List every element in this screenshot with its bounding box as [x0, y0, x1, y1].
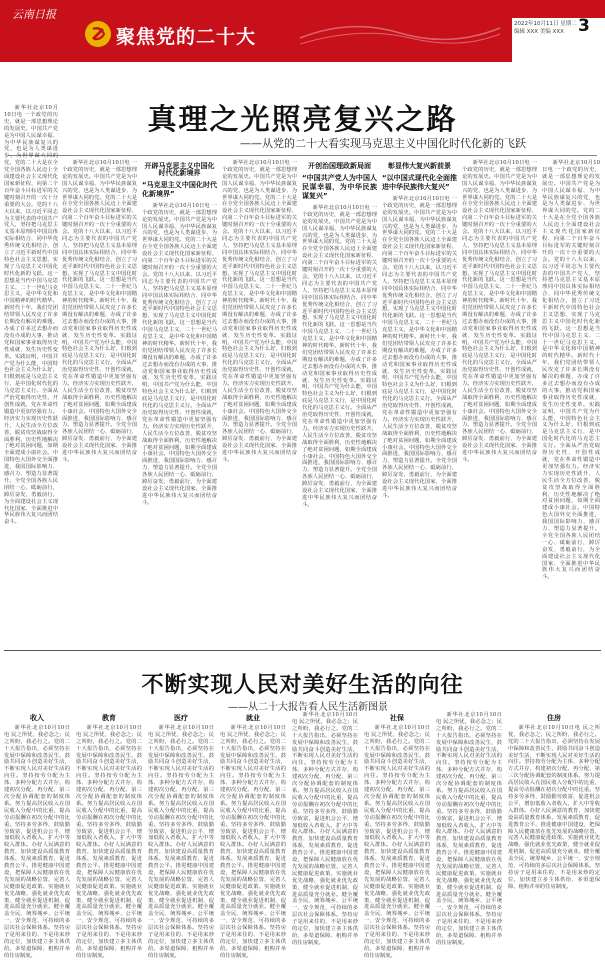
article2-subheading-b: 教育 — [102, 714, 116, 722]
section-title: 聚焦党的二十大 — [116, 26, 257, 48]
article2-subheading-f: 住房 — [547, 714, 561, 722]
party-emblem-icon — [84, 20, 112, 48]
article1-subheading-c: 彰显伟大复兴新前景 — [388, 162, 451, 170]
article2-headline: 不断实现人民对美好生活的向往 — [141, 673, 464, 698]
page-number: 3 — [578, 16, 590, 36]
article2-column-7: 新华社北京10月10日电 民之所忧，我必念之；民之所盼，我必行之。党的二十大报告指出，必须坚持在发展中保障和改善民生，鼓励共同奋斗创造美好生活，不断实现人民对美好生活的向往。坚持按劳分配为主体、多种分配方式并存，构建初次分配、再分配、第三次分配协调配套的制度体系。努力提高居民收入在国民收入分配中的比重，提高劳动报酬在初次分配中的比重。坚持多劳多得，鼓励勤劳致富，促进机会公平，增加低收入者收入，扩大中等收入群体。办好人民满意的教育，加快建设高质量教育体系，发展素质教育，促进教育公平。推进健康中国建设，把保障人民健康放在优先发展的战略位置，完善人民健康促进政策。实施就业优先战略，强化就业优先政策，健全就业促进机制，促进高质量充分就业。健全覆盖全民、统筹城乡、公平统一、安全规范、可持续的多层次社会保障体系。坚持房子是用来住的、不是用来炒的定位，加快建立多主体供给、多渠道保障、租购并举的住房制度。 — [436, 712, 502, 946]
article1-quote-a: “马克思主义中国化时代化新境界” — [142, 180, 217, 198]
article2-column-8: 住房 新华社北京10月10日电 民之所忧，我必念之；民之所盼，我必行之。党的二十大报告指出，必须坚持在发展中保障和改善民生，鼓励共同奋斗创造美好生活，不断实现人民对美好生活的向往。坚持按劳分配为主体、多种分配方式并存，构建初次分配、再分配、第三次分配协调配套的制度体系。努力提高居民收入在国民收入分配中的比重，提高劳动报酬在初次分配中的比重。坚持多劳多得，鼓励勤劳致富，促进机会公平，增加低收入者收入，扩大中等收入群体。办好人民满意的教育，加快建设高质量教育体系，发展素质教育，促进教育公平。推进健康中国建设，把保障人民健康放在优先发展的战略位置，完善人民健康促进政策。实施就业优先战略，强化就业优先政策，健全就业促进机制，促进高质量充分就业。健全覆盖全民、统筹城乡、公平统一、安全规范、可持续的多层次社会保障体系。坚持房子是用来住的、不是用来炒的定位，加快建立多主体供给、多渠道保障、租购并举的住房制度。 — [508, 714, 600, 890]
page-info — [512, 18, 605, 62]
article2-column-1: 收入 新华社北京10月10日电 民之所忧，我必念之；民之所盼，我必行之。党的二十大报告指出，必须坚持在发展中保障和改善民生，鼓励共同奋斗创造美好生活，不断实现人民对美好生活的向往。坚持按劳分配为主体、多种分配方式并存，构建初次分配、再分配、第三次分配协调配套的制度体系。努力提高居民收入在国民收入分配中的比重，提高劳动报酬在初次分配中的比重。坚持多劳多得，鼓励勤劳致富，促进机会公平，增加低收入者收入，扩大中等收入群体。办好人民满意的教育，加快建设高质量教育体系，发展素质教育，促进教育公平。推进健康中国建设，把保障人民健康放在优先发展的战略位置，完善人民健康促进政策。实施就业优先战略，强化就业优先政策，健全就业促进机制，促进高质量充分就业。健全覆盖全民、统筹城乡、公平统一、安全规范、可持续的多层次社会保障体系。坚持房子是用来住的、不是用来炒的定位，加快建立多主体供给、多渠道保障、租购并举的住房制度。 — [4, 714, 70, 959]
article1-quote-c: “以中国式现代化全面推进中华民族伟大复兴” — [382, 173, 457, 191]
article1-column-2: 开辟马克思主义中国化时代化新境界 “马克思主义中国化时代化新境界” 新华社北京10月10日电 一个政党的历史，就是一部思想理论的发展史。中国共产党是为中国人民谋幸福、为中华民族谋复兴的党，也是为人类谋进步、为世界谋大同的党。党的二十大是在全党全国各族人民迈上全面建设社会主义现代化国家新征程、向第二个百年奋斗目标进军的关键时刻召开的一次十分重要的大会。党的十八大以来，以习近平同志为主要代表的中国共产党人，坚持把马克思主义基本原理同中国具体实际相结合、同中华优秀传统文化相结合，创立了习近平新时代中国特色社会主义思想，实现了马克思主义中国化时代化新的飞跃。这一思想是当代中国马克思主义、二十一世纪马克思主义，是中华文化和中国精神的时代精华。新时代十年，我们党团结带领人民攻克了许多长期没有解决的难题，办成了许多过去想办而没有办成的大事，推动党和国家事业取得历史性成就、发生历史性变革。实践证明，中国共产党为什么能，中国特色社会主义为什么好，归根到底是马克思主义行，是中国化时代化的马克思主义行。全面从严治党取得历史性、开创性成就，党在革命性锻造中更加坚强有力。经济实力实现历史性跃升，人民生活全方位改善，脱贫攻坚战取得全面胜利，历史性地解决了绝对贫困问题，如期全面建成小康社会。中国特色大国外交全面推进，我国国际影响力、感召力、塑造力显著提升。全党全国各族人民团结一心、砥砺前行，踔厉奋发、勇毅前行，为全面建设社会主义现代化国家、全面推进中华民族伟大复兴而团结奋斗。 — [142, 162, 217, 506]
article1-subheading-b: 开创治国理政新局面 — [308, 162, 371, 170]
article1-column-7: 新华社北京10月10日电 一个政党的历史，就是一部思想理论的发展史。中国共产党是为中国人民谋幸福、为中华民族谋复兴的党，也是为人类谋进步、为世界谋大同的党。党的二十大是在全党全国各族人民迈上全面建设社会主义现代化国家新征程、向第二个百年奋斗目标进军的关键时刻召开的一次十分重要的大会。党的十八大以来，以习近平同志为主要代表的中国共产党人，坚持把马克思主义基本原理同中国具体实际相结合、同中华优秀传统文化相结合，创立了习近平新时代中国特色社会主义思想，实现了马克思主义中国化时代化新的飞跃。这一思想是当代中国马克思主义、二十一世纪马克思主义，是中华文化和中国精神的时代精华。新时代十年，我们党团结带领人民攻克了许多长期没有解决的难题，办成了许多过去想办而没有办成的大事，推动党和国家事业取得历史性成就、发生历史性变革。实践证明，中国共产党为什么能，中国特色社会主义为什么好，归根到底是马克思主义行，是中国化时代化的马克思主义行。全面从严治党取得历史性、开创性成就，党在革命性锻造中更加坚强有力。经济实力实现历史性跃升，人民生活全方位改善，脱贫攻坚战取得全面胜利，历史性地解决了绝对贫困问题，如期全面建成小康社会。中国特色大国外交全面推进，我国国际影响力、感召力、塑造力显著提升。全党全国各族人民团结一心、砥砺前行，踔厉奋发、勇毅前行，为全面建设社会主义现代化国家、全面推进中华民族伟大复兴而团结奋斗。 — [542, 160, 600, 581]
newspaper-logo: 云南日报 — [12, 8, 56, 21]
article2-column-3: 医疗 新华社北京10月10日电 民之所忧，我必念之；民之所盼，我必行之。党的二十大报告指出，必须坚持在发展中保障和改善民生，鼓励共同奋斗创造美好生活，不断实现人民对美好生活的向往。坚持按劳分配为主体、多种分配方式并存，构建初次分配、再分配、第三次分配协调配套的制度体系。努力提高居民收入在国民收入分配中的比重，提高劳动报酬在初次分配中的比重。坚持多劳多得，鼓励勤劳致富，促进机会公平，增加低收入者收入，扩大中等收入群体。办好人民满意的教育，加快建设高质量教育体系，发展素质教育，促进教育公平。推进健康中国建设，把保障人民健康放在优先发展的战略位置，完善人民健康促进政策。实施就业优先战略，强化就业优先政策，健全就业促进机制，促进高质量充分就业。健全覆盖全民、统筹城乡、公平统一、安全规范、可持续的多层次社会保障体系。坚持房子是用来住的、不是用来炒的定位，加快建立多主体供给、多渠道保障、租购并举的住房制度。 — [148, 714, 214, 959]
article1-quote-b: “中国共产党人为中国人民谋幸福，为中华民族谋复兴” — [302, 173, 377, 200]
decorative-wave-icon — [300, 18, 500, 48]
article1-column-4: 开创治国理政新局面 “中国共产党人为中国人民谋幸福，为中华民族谋复兴” 新华社北京10月10日电 一个政党的历史，就是一部思想理论的发展史。中国共产党是为中国人民谋幸福、为中华民族谋复兴的党，也是为人类谋进步、为世界谋大同的党。党的二十大是在全党全国各族人民迈上全面建设社会主义现代化国家新征程、向第二个百年奋斗目标进军的关键时刻召开的一次十分重要的大会。党的十八大以来，以习近平同志为主要代表的中国共产党人，坚持把马克思主义基本原理同中国具体实际相结合、同中华优秀传统文化相结合，创立了习近平新时代中国特色社会主义思想，实现了马克思主义中国化时代化新的飞跃。这一思想是当代中国马克思主义、二十一世纪马克思主义，是中华文化和中国精神的时代精华。新时代十年，我们党团结带领人民攻克了许多长期没有解决的难题，办成了许多过去想办而没有办成的大事，推动党和国家事业取得历史性成就、发生历史性变革。实践证明，中国共产党为什么能，中国特色社会主义为什么好，归根到底是马克思主义行，是中国化时代化的马克思主义行。全面从严治党取得历史性、开创性成就，党在革命性锻造中更加坚强有力。经济实力实现历史性跃升，人民生活全方位改善，脱贫攻坚战取得全面胜利，历史性地解决了绝对贫困问题，如期全面建成小康社会。中国特色大国外交全面推进，我国国际影响力、感召力、塑造力显著提升。全党全国各族人民团结一心、砥砺前行，踔厉奋发、勇毅前行，为全面建设社会主义现代化国家、全面推进中华民族伟大复兴而团结奋斗。 — [302, 162, 377, 508]
article2-column-2: 教育 新华社北京10月10日电 民之所忧，我必念之；民之所盼，我必行之。党的二十大报告指出，必须坚持在发展中保障和改善民生，鼓励共同奋斗创造美好生活，不断实现人民对美好生活的向往。坚持按劳分配为主体、多种分配方式并存，构建初次分配、再分配、第三次分配协调配套的制度体系。努力提高居民收入在国民收入分配中的比重，提高劳动报酬在初次分配中的比重。坚持多劳多得，鼓励勤劳致富，促进机会公平，增加低收入者收入，扩大中等收入群体。办好人民满意的教育，加快建设高质量教育体系，发展素质教育，促进教育公平。推进健康中国建设，把保障人民健康放在优先发展的战略位置，完善人民健康促进政策。实施就业优先战略，强化就业优先政策，健全就业促进机制，促进高质量充分就业。健全覆盖全民、统筹城乡、公平统一、安全规范、可持续的多层次社会保障体系。坚持房子是用来住的、不是用来炒的定位，加快建立多主体供给、多渠道保障、租购并举的住房制度。 — [76, 714, 142, 959]
article2-column-4: 就业 新华社北京10月10日电 民之所忧，我必念之；民之所盼，我必行之。党的二十大报告指出，必须坚持在发展中保障和改善民生，鼓励共同奋斗创造美好生活，不断实现人民对美好生活的向往。坚持按劳分配为主体、多种分配方式并存，构建初次分配、再分配、第三次分配协调配套的制度体系。努力提高居民收入在国民收入分配中的比重，提高劳动报酬在初次分配中的比重。坚持多劳多得，鼓励勤劳致富，促进机会公平，增加低收入者收入，扩大中等收入群体。办好人民满意的教育，加快建设高质量教育体系，发展素质教育，促进教育公平。推进健康中国建设，把保障人民健康放在优先发展的战略位置，完善人民健康促进政策。实施就业优先战略，强化就业优先政策，健全就业促进机制，促进高质量充分就业。健全覆盖全民、统筹城乡、公平统一、安全规范、可持续的多层次社会保障体系。坚持房子是用来住的、不是用来炒的定位，加快建立多主体供给、多渠道保障、租购并举的住房制度。 — [220, 714, 286, 959]
article1-column-1: 新华社北京10月10日电 一个政党的历史，就是一部思想理论的发展史。中国共产党是为中国人民谋幸福、为中华民族谋复兴的党，也是为人类谋进步、为世界谋大同的党。党的二十大是在全党全国各族人民迈上全面建设社会主义现代化国家新征程、向第二个百年奋斗目标进军的关键时刻召开的一次十分重要的大会。党的十八大以来，以习近平同志为主要代表的中国共产党人，坚持把马克思主义基本原理同中国具体实际相结合、同中华优秀传统文化相结合，创立了习近平新时代中国特色社会主义思想，实现了马克思主义中国化时代化新的飞跃。这一思想是当代中国马克思主义、二十一世纪马克思主义，是中华文化和中国精神的时代精华。新时代十年，我们党团结带领人民攻克了许多长期没有解决的难题，办成了许多过去想办而没有办成的大事，推动党和国家事业取得历史性成就、发生历史性变革。实践证明，中国共产党为什么能，中国特色社会主义为什么好，归根到底是马克思主义行，是中国化时代化的马克思主义行。全面从严治党取得历史性、开创性成就，党在革命性锻造中更加坚强有力。经济实力实现历史性跃升，人民生活全方位改善，脱贫攻坚战取得全面胜利，历史性地解决了绝对贫困问题，如期全面建成小康社会。中国特色大国外交全面推进，我国国际影响力、感召力、塑造力显著提升。全党全国各族人民团结一心、砥砺前行，踔厉奋发、勇毅前行，为全面建设社会主义现代化国家、全面推进中华民族伟大复兴而团结奋斗。 — [62, 160, 137, 463]
dateline: 2022年10月11日 星期二 编辑 XXX 美编 XXX — [514, 21, 577, 35]
article1-subheadline: ——从党的二十大看实现马克思主义中国化时代化新的飞跃 — [240, 137, 526, 150]
article1-headline: 真理之光照亮复兴之路 — [147, 102, 458, 136]
article1-column-5: 彰显伟大复兴新前景 “以中国式现代化全面推进中华民族伟大复兴” 新华社北京10月10日电 一个政党的历史，就是一部思想理论的发展史。中国共产党是为中国人民谋幸福、为中华民族谋复兴的党，也是为人类谋进步、为世界谋大同的党。党的二十大是在全党全国各族人民迈上全面建设社会主义现代化国家新征程、向第二个百年奋斗目标进军的关键时刻召开的一次十分重要的大会。党的十八大以来，以习近平同志为主要代表的中国共产党人，坚持把马克思主义基本原理同中国具体实际相结合、同中华优秀传统文化相结合，创立了习近平新时代中国特色社会主义思想，实现了马克思主义中国化时代化新的飞跃。这一思想是当代中国马克思主义、二十一世纪马克思主义，是中华文化和中国精神的时代精华。新时代十年，我们党团结带领人民攻克了许多长期没有解决的难题，办成了许多过去想办而没有办成的大事，推动党和国家事业取得历史性成就、发生历史性变革。实践证明，中国共产党为什么能，中国特色社会主义为什么好，归根到底是马克思主义行，是中国化时代化的马克思主义行。全面从严治党取得历史性、开创性成就，党在革命性锻造中更加坚强有力。经济实力实现历史性跃升，人民生活全方位改善，脱贫攻坚战取得全面胜利，历史性地解决了绝对贫困问题，如期全面建成小康社会。中国特色大国外交全面推进，我国国际影响力、感召力、塑造力显著提升。全党全国各族人民团结一心、砥砺前行，踔厉奋发、勇毅前行，为全面建设社会主义现代化国家、全面推进中华民族伟大复兴而团结奋斗。 — [382, 162, 457, 499]
article1-column-6: 新华社北京10月10日电 一个政党的历史，就是一部思想理论的发展史。中国共产党是为中国人民谋幸福、为中华民族谋复兴的党，也是为人类谋进步、为世界谋大同的党。党的二十大是在全党全国各族人民迈上全面建设社会主义现代化国家新征程、向第二个百年奋斗目标进军的关键时刻召开的一次十分重要的大会。党的十八大以来，以习近平同志为主要代表的中国共产党人，坚持把马克思主义基本原理同中国具体实际相结合、同中华优秀传统文化相结合，创立了习近平新时代中国特色社会主义思想，实现了马克思主义中国化时代化新的飞跃。这一思想是当代中国马克思主义、二十一世纪马克思主义，是中华文化和中国精神的时代精华。新时代十年，我们党团结带领人民攻克了许多长期没有解决的难题，办成了许多过去想办而没有办成的大事，推动党和国家事业取得历史性成就、发生历史性变革。实践证明，中国共产党为什么能，中国特色社会主义为什么好，归根到底是马克思主义行，是中国化时代化的马克思主义行。全面从严治党取得历史性、开创性成就，党在革命性锻造中更加坚强有力。经济实力实现历史性跃升，人民生活全方位改善，脱贫攻坚战取得全面胜利，历史性地解决了绝对贫困问题，如期全面建成小康社会。中国特色大国外交全面推进，我国国际影响力、感召力、塑造力显著提升。全党全国各族人民团结一心、砥砺前行，踔厉奋发、勇毅前行，为全面建设社会主义现代化国家、全面推进中华民族伟大复兴而团结奋斗。 — [462, 160, 537, 463]
article1-subheading-a: 开辟马克思主义中国化时代化新境界 — [144, 162, 215, 177]
article2-subheading-a: 收入 — [30, 714, 44, 722]
article1-column-3: 新华社北京10月10日电 一个政党的历史，就是一部思想理论的发展史。中国共产党是为中国人民谋幸福、为中华民族谋复兴的党，也是为人类谋进步、为世界谋大同的党。党的二十大是在全党全国各族人民迈上全面建设社会主义现代化国家新征程、向第二个百年奋斗目标进军的关键时刻召开的一次十分重要的大会。党的十八大以来，以习近平同志为主要代表的中国共产党人，坚持把马克思主义基本原理同中国具体实际相结合、同中华优秀传统文化相结合，创立了习近平新时代中国特色社会主义思想，实现了马克思主义中国化时代化新的飞跃。这一思想是当代中国马克思主义、二十一世纪马克思主义，是中华文化和中国精神的时代精华。新时代十年，我们党团结带领人民攻克了许多长期没有解决的难题，办成了许多过去想办而没有办成的大事，推动党和国家事业取得历史性成就、发生历史性变革。实践证明，中国共产党为什么能，中国特色社会主义为什么好，归根到底是马克思主义行，是中国化时代化的马克思主义行。全面从严治党取得历史性、开创性成就，党在革命性锻造中更加坚强有力。经济实力实现历史性跃升，人民生活全方位改善，脱贫攻坚战取得全面胜利，历史性地解决了绝对贫困问题，如期全面建成小康社会。中国特色大国外交全面推进，我国国际影响力、感召力、塑造力显著提升。全党全国各族人民团结一心、砥砺前行，踔厉奋发、勇毅前行，为全面建设社会主义现代化国家、全面推进中华民族伟大复兴而团结奋斗。 — [222, 160, 297, 463]
article2-subheading-e: 社保 — [390, 714, 404, 722]
section-divider — [4, 650, 601, 651]
divider — [8, 155, 597, 156]
article2-column-5: 新华社北京10月10日电 民之所忧，我必念之；民之所盼，我必行之。党的二十大报告指出，必须坚持在发展中保障和改善民生，鼓励共同奋斗创造美好生活，不断实现人民对美好生活的向往。坚持按劳分配为主体、多种分配方式并存，构建初次分配、再分配、第三次分配协调配套的制度体系。努力提高居民收入在国民收入分配中的比重，提高劳动报酬在初次分配中的比重。坚持多劳多得，鼓励勤劳致富，促进机会公平，增加低收入者收入，扩大中等收入群体。办好人民满意的教育，加快建设高质量教育体系，发展素质教育，促进教育公平。推进健康中国建设，把保障人民健康放在优先发展的战略位置，完善人民健康促进政策。实施就业优先战略，强化就业优先政策，健全就业促进机制，促进高质量充分就业。健全覆盖全民、统筹城乡、公平统一、安全规范、可持续的多层次社会保障体系。坚持房子是用来住的、不是用来炒的定位，加快建立多主体供给、多渠道保障、租购并举的住房制度。 — [292, 712, 358, 946]
article2-subheading-d: 就业 — [246, 714, 260, 722]
article2-subheading-c: 医疗 — [174, 714, 188, 722]
article2-column-6: 社保 新华社北京10月10日电 民之所忧，我必念之；民之所盼，我必行之。党的二十大报告指出，必须坚持在发展中保障和改善民生，鼓励共同奋斗创造美好生活，不断实现人民对美好生活的向往。坚持按劳分配为主体、多种分配方式并存，构建初次分配、再分配、第三次分配协调配套的制度体系。努力提高居民收入在国民收入分配中的比重，提高劳动报酬在初次分配中的比重。坚持多劳多得，鼓励勤劳致富，促进机会公平，增加低收入者收入，扩大中等收入群体。办好人民满意的教育，加快建设高质量教育体系，发展素质教育，促进教育公平。推进健康中国建设，把保障人民健康放在优先发展的战略位置，完善人民健康促进政策。实施就业优先战略，强化就业优先政策，健全就业促进机制，促进高质量充分就业。健全覆盖全民、统筹城乡、公平统一、安全规范、可持续的多层次社会保障体系。坚持房子是用来住的、不是用来炒的定位，加快建立多主体供给、多渠道保障、租购并举的住房制度。 — [364, 714, 430, 959]
article2-subheadline: ——从二十大报告看人民生活新图景 — [228, 702, 388, 713]
article1-column-0: 新华社北京10月10日电 一个政党的历史，就是一部思想理论的发展史。中国共产党是为中国人民谋幸福、为中华民族谋复兴的党，也是为人类谋进步、为世界谋大同的党。党的二十大是在全党全国各族人民迈上全面建设社会主义现代化国家新征程、向第二个百年奋斗目标进军的关键时刻召开的一次十分重要的大会。党的十八大以来，以习近平同志为主要代表的中国共产党人，坚持把马克思主义基本原理同中国具体实际相结合、同中华优秀传统文化相结合，创立了习近平新时代中国特色社会主义思想，实现了马克思主义中国化时代化新的飞跃。这一思想是当代中国马克思主义、二十一世纪马克思主义，是中华文化和中国精神的时代精华。新时代十年，我们党团结带领人民攻克了许多长期没有解决的难题，办成了许多过去想办而没有办成的大事，推动党和国家事业取得历史性成就、发生历史性变革。实践证明，中国共产党为什么能，中国特色社会主义为什么好，归根到底是马克思主义行，是中国化时代化的马克思主义行。全面从严治党取得历史性、开创性成就，党在革命性锻造中更加坚强有力。经济实力实现历史性跃升，人民生活全方位改善，脱贫攻坚战取得全面胜利，历史性地解决了绝对贫困问题，如期全面建成小康社会。中国特色大国外交全面推进，我国国际影响力、感召力、塑造力显著提升。全党全国各族人民团结一心、砥砺前行，踔厉奋发、勇毅前行，为全面建设社会主义现代化国家、全面推进中华民族伟大复兴而团结奋斗。 — [4, 105, 58, 526]
